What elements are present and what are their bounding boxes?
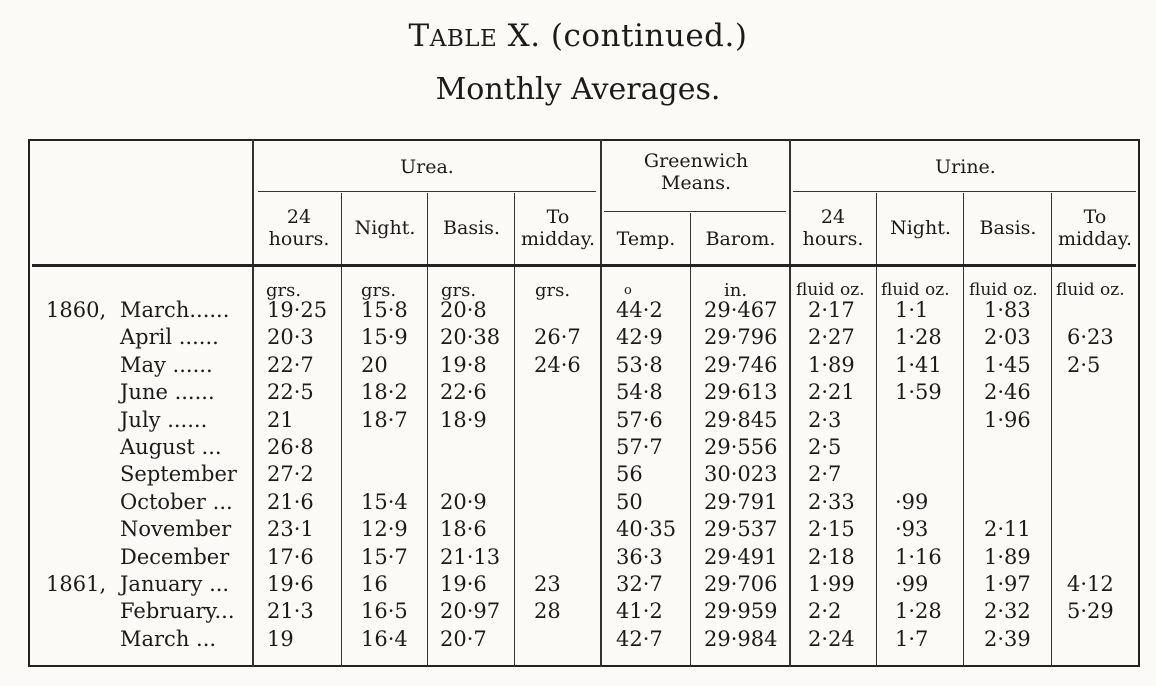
col-header-urine-24h: 24 hours. — [802, 206, 864, 250]
table-cell: 2·32 — [984, 599, 1031, 623]
table-cell: 42·7 — [616, 627, 663, 651]
unit-urea-basis: grs. — [441, 280, 477, 301]
row-month-label: August ... — [120, 435, 222, 459]
table-cell: 15·7 — [361, 545, 408, 569]
table-cell: 21 — [267, 408, 294, 432]
table-cell: 2·2 — [808, 599, 842, 623]
group-divider-greenwich — [789, 139, 791, 667]
table-cell: 20 — [361, 353, 388, 377]
table-cell: 29·467 — [704, 298, 778, 322]
table-cell: 29·706 — [704, 572, 778, 596]
table-cell: 26·7 — [534, 325, 581, 349]
table-cell: 1·7 — [895, 627, 929, 651]
table-cell: 54·8 — [616, 380, 663, 404]
table-cell: 40·35 — [616, 517, 677, 541]
year-label-1861: 1861, — [46, 572, 107, 596]
table-cell: 6·23 — [1067, 325, 1114, 349]
title-rest: X. (continued.) — [497, 18, 748, 54]
title-smallcaps: ABLE — [429, 26, 498, 52]
col-header-urea-night: Night. — [354, 217, 416, 239]
title-initial: T — [408, 18, 430, 54]
table-cell: 29·556 — [704, 435, 778, 459]
table-cell: 50 — [616, 490, 643, 514]
row-month-label: April ...... — [120, 325, 219, 349]
table-cell: 2·24 — [808, 627, 855, 651]
table-cell: 57·6 — [616, 408, 663, 432]
table-cell: 42·9 — [616, 325, 663, 349]
table-cell: 32·7 — [616, 572, 663, 596]
table-cell: 21·13 — [440, 545, 501, 569]
table-cell: 18·2 — [361, 380, 408, 404]
table-cell: 1·59 — [895, 380, 942, 404]
table-cell: 2·27 — [808, 325, 855, 349]
table-cell: 16 — [361, 572, 388, 596]
table-cell: 27·2 — [267, 462, 314, 486]
table-cell: 1·99 — [808, 572, 855, 596]
row-month-label: January ... — [120, 572, 230, 596]
table-cell: 29·959 — [704, 599, 778, 623]
table-cell: 1·16 — [895, 545, 942, 569]
year-label-1860: 1860, — [46, 298, 107, 322]
table-cell: 28 — [534, 599, 561, 623]
table-cell: 53·8 — [616, 353, 663, 377]
table-cell: 20·7 — [440, 627, 487, 651]
table-cell: 16·5 — [361, 599, 408, 623]
unit-urea-midday: grs. — [535, 280, 571, 301]
table-cell: 29·613 — [704, 380, 778, 404]
table-cell: 21·6 — [267, 490, 314, 514]
table-cell: ·93 — [895, 517, 929, 541]
table-cell: 2·33 — [808, 490, 855, 514]
table-cell: 2·7 — [808, 462, 842, 486]
col-header-urea-24h: 24 hours. — [268, 206, 330, 250]
table-cell: 19·6 — [267, 572, 314, 596]
col-header-urea-basis: Basis. — [443, 217, 500, 239]
row-month-label: May ...... — [120, 353, 213, 377]
table-cell: 1·45 — [984, 353, 1031, 377]
stub-divider — [252, 139, 254, 667]
table-cell: 2·17 — [808, 298, 855, 322]
table-cell: 18·7 — [361, 408, 408, 432]
table-cell: 29·984 — [704, 627, 778, 651]
header-rule — [32, 264, 1136, 267]
unit-urine-basis: fluid oz. — [969, 280, 1038, 300]
table-cell: 21·3 — [267, 599, 314, 623]
col-header-barom: Barom. — [705, 228, 776, 250]
table-cell: 15·4 — [361, 490, 408, 514]
urea-underline — [258, 191, 596, 192]
table-cell: 29·791 — [704, 490, 778, 514]
unit-urine-24h: fluid oz. — [796, 280, 865, 300]
greenwich-underline — [604, 211, 786, 212]
table-subtitle: Monthly Averages. — [435, 72, 721, 107]
urine-underline — [793, 191, 1136, 192]
unit-urine-midday: fluid oz. — [1056, 280, 1125, 300]
table-cell: 2·5 — [808, 435, 842, 459]
table-cell: 20·38 — [440, 325, 501, 349]
col-header-urine-basis: Basis. — [979, 217, 1037, 239]
table-cell: 2·39 — [984, 627, 1031, 651]
table-cell: 2·21 — [808, 380, 855, 404]
col-divider — [690, 213, 691, 667]
table-cell: 41·2 — [616, 599, 663, 623]
unit-urea-night: grs. — [361, 280, 397, 301]
table-cell: 2·46 — [984, 380, 1031, 404]
row-month-label: November — [120, 517, 232, 541]
header-greenwich: Greenwich Means. — [643, 150, 749, 194]
table-cell: 18·6 — [440, 517, 487, 541]
table-cell: 22·6 — [440, 380, 487, 404]
table-title — [0, 18, 1156, 54]
table-cell: 20·3 — [267, 325, 314, 349]
row-month-label: March...... — [120, 298, 230, 322]
row-month-label: June ...... — [120, 380, 215, 404]
table-cell: 29·845 — [704, 408, 778, 432]
table-cell: 1·28 — [895, 599, 942, 623]
table-cell: 22·5 — [267, 380, 314, 404]
table-cell: 23·1 — [267, 517, 314, 541]
row-month-label: December — [120, 545, 230, 569]
col-header-urea-midday: To midday. — [521, 206, 595, 250]
table-cell: ·99 — [895, 572, 929, 596]
table-cell: 29·746 — [704, 353, 778, 377]
table-cell: 24·6 — [534, 353, 581, 377]
unit-temp-degree: o — [624, 283, 632, 298]
table-cell: 18·9 — [440, 408, 487, 432]
table-cell: 57·7 — [616, 435, 663, 459]
table-cell: 23 — [534, 572, 561, 596]
table-cell: 22·7 — [267, 353, 314, 377]
table-cell: 1·1 — [895, 298, 929, 322]
col-header-urine-night: Night. — [890, 217, 951, 239]
table-cell: 1·89 — [808, 353, 855, 377]
unit-urine-night: fluid oz. — [881, 280, 950, 300]
row-month-label: March ... — [120, 627, 217, 651]
table-cell: 15·8 — [361, 298, 408, 322]
table-cell: 19·6 — [440, 572, 487, 596]
table-cell: 20·9 — [440, 490, 487, 514]
header-urea: Urea. — [400, 156, 454, 178]
group-divider-urea — [600, 139, 602, 667]
table-cell: 2·3 — [808, 408, 842, 432]
table-cell: 29·537 — [704, 517, 778, 541]
table-cell: 12·9 — [361, 517, 408, 541]
col-header-urine-midday: To midday. — [1058, 206, 1132, 250]
table-cell: 2·15 — [808, 517, 855, 541]
table-cell: ·99 — [895, 490, 929, 514]
table-cell: 1·83 — [984, 298, 1031, 322]
row-month-label: October ... — [120, 490, 233, 514]
table-cell: 30·023 — [704, 462, 778, 486]
table-cell: 2·03 — [984, 325, 1031, 349]
header-urine: Urine. — [935, 156, 996, 178]
row-month-label: September — [120, 462, 237, 486]
table-cell: 19·8 — [440, 353, 487, 377]
table-cell: 1·97 — [984, 572, 1031, 596]
table-cell: 1·28 — [895, 325, 942, 349]
table-cell: 26·8 — [267, 435, 314, 459]
row-month-label: February... — [120, 599, 235, 623]
table-cell: 2·5 — [1067, 353, 1101, 377]
table-cell: 20·97 — [440, 599, 501, 623]
unit-urea-24h: grs. — [266, 280, 302, 301]
row-month-label: July ...... — [120, 408, 208, 432]
table-cell: 29·491 — [704, 545, 778, 569]
table-cell: 1·41 — [895, 353, 942, 377]
table-cell: 44·2 — [616, 298, 663, 322]
col-header-temp: Temp. — [616, 228, 676, 250]
table-cell: 1·96 — [984, 408, 1031, 432]
table-cell: 17·6 — [267, 545, 314, 569]
table-cell: 2·18 — [808, 545, 855, 569]
table-cell: 56 — [616, 462, 643, 486]
table-cell: 20·8 — [440, 298, 487, 322]
table-cell: 16·4 — [361, 627, 408, 651]
table-cell: 19 — [267, 627, 294, 651]
table-cell: 1·89 — [984, 545, 1031, 569]
table-cell: 19·25 — [267, 298, 328, 322]
table-cell: 15·9 — [361, 325, 408, 349]
unit-barom: in. — [724, 280, 748, 301]
table-cell: 36·3 — [616, 545, 663, 569]
table-cell: 5·29 — [1067, 599, 1114, 623]
table-cell: 29·796 — [704, 325, 778, 349]
table-cell: 4·12 — [1067, 572, 1114, 596]
table-cell: 2·11 — [984, 517, 1031, 541]
